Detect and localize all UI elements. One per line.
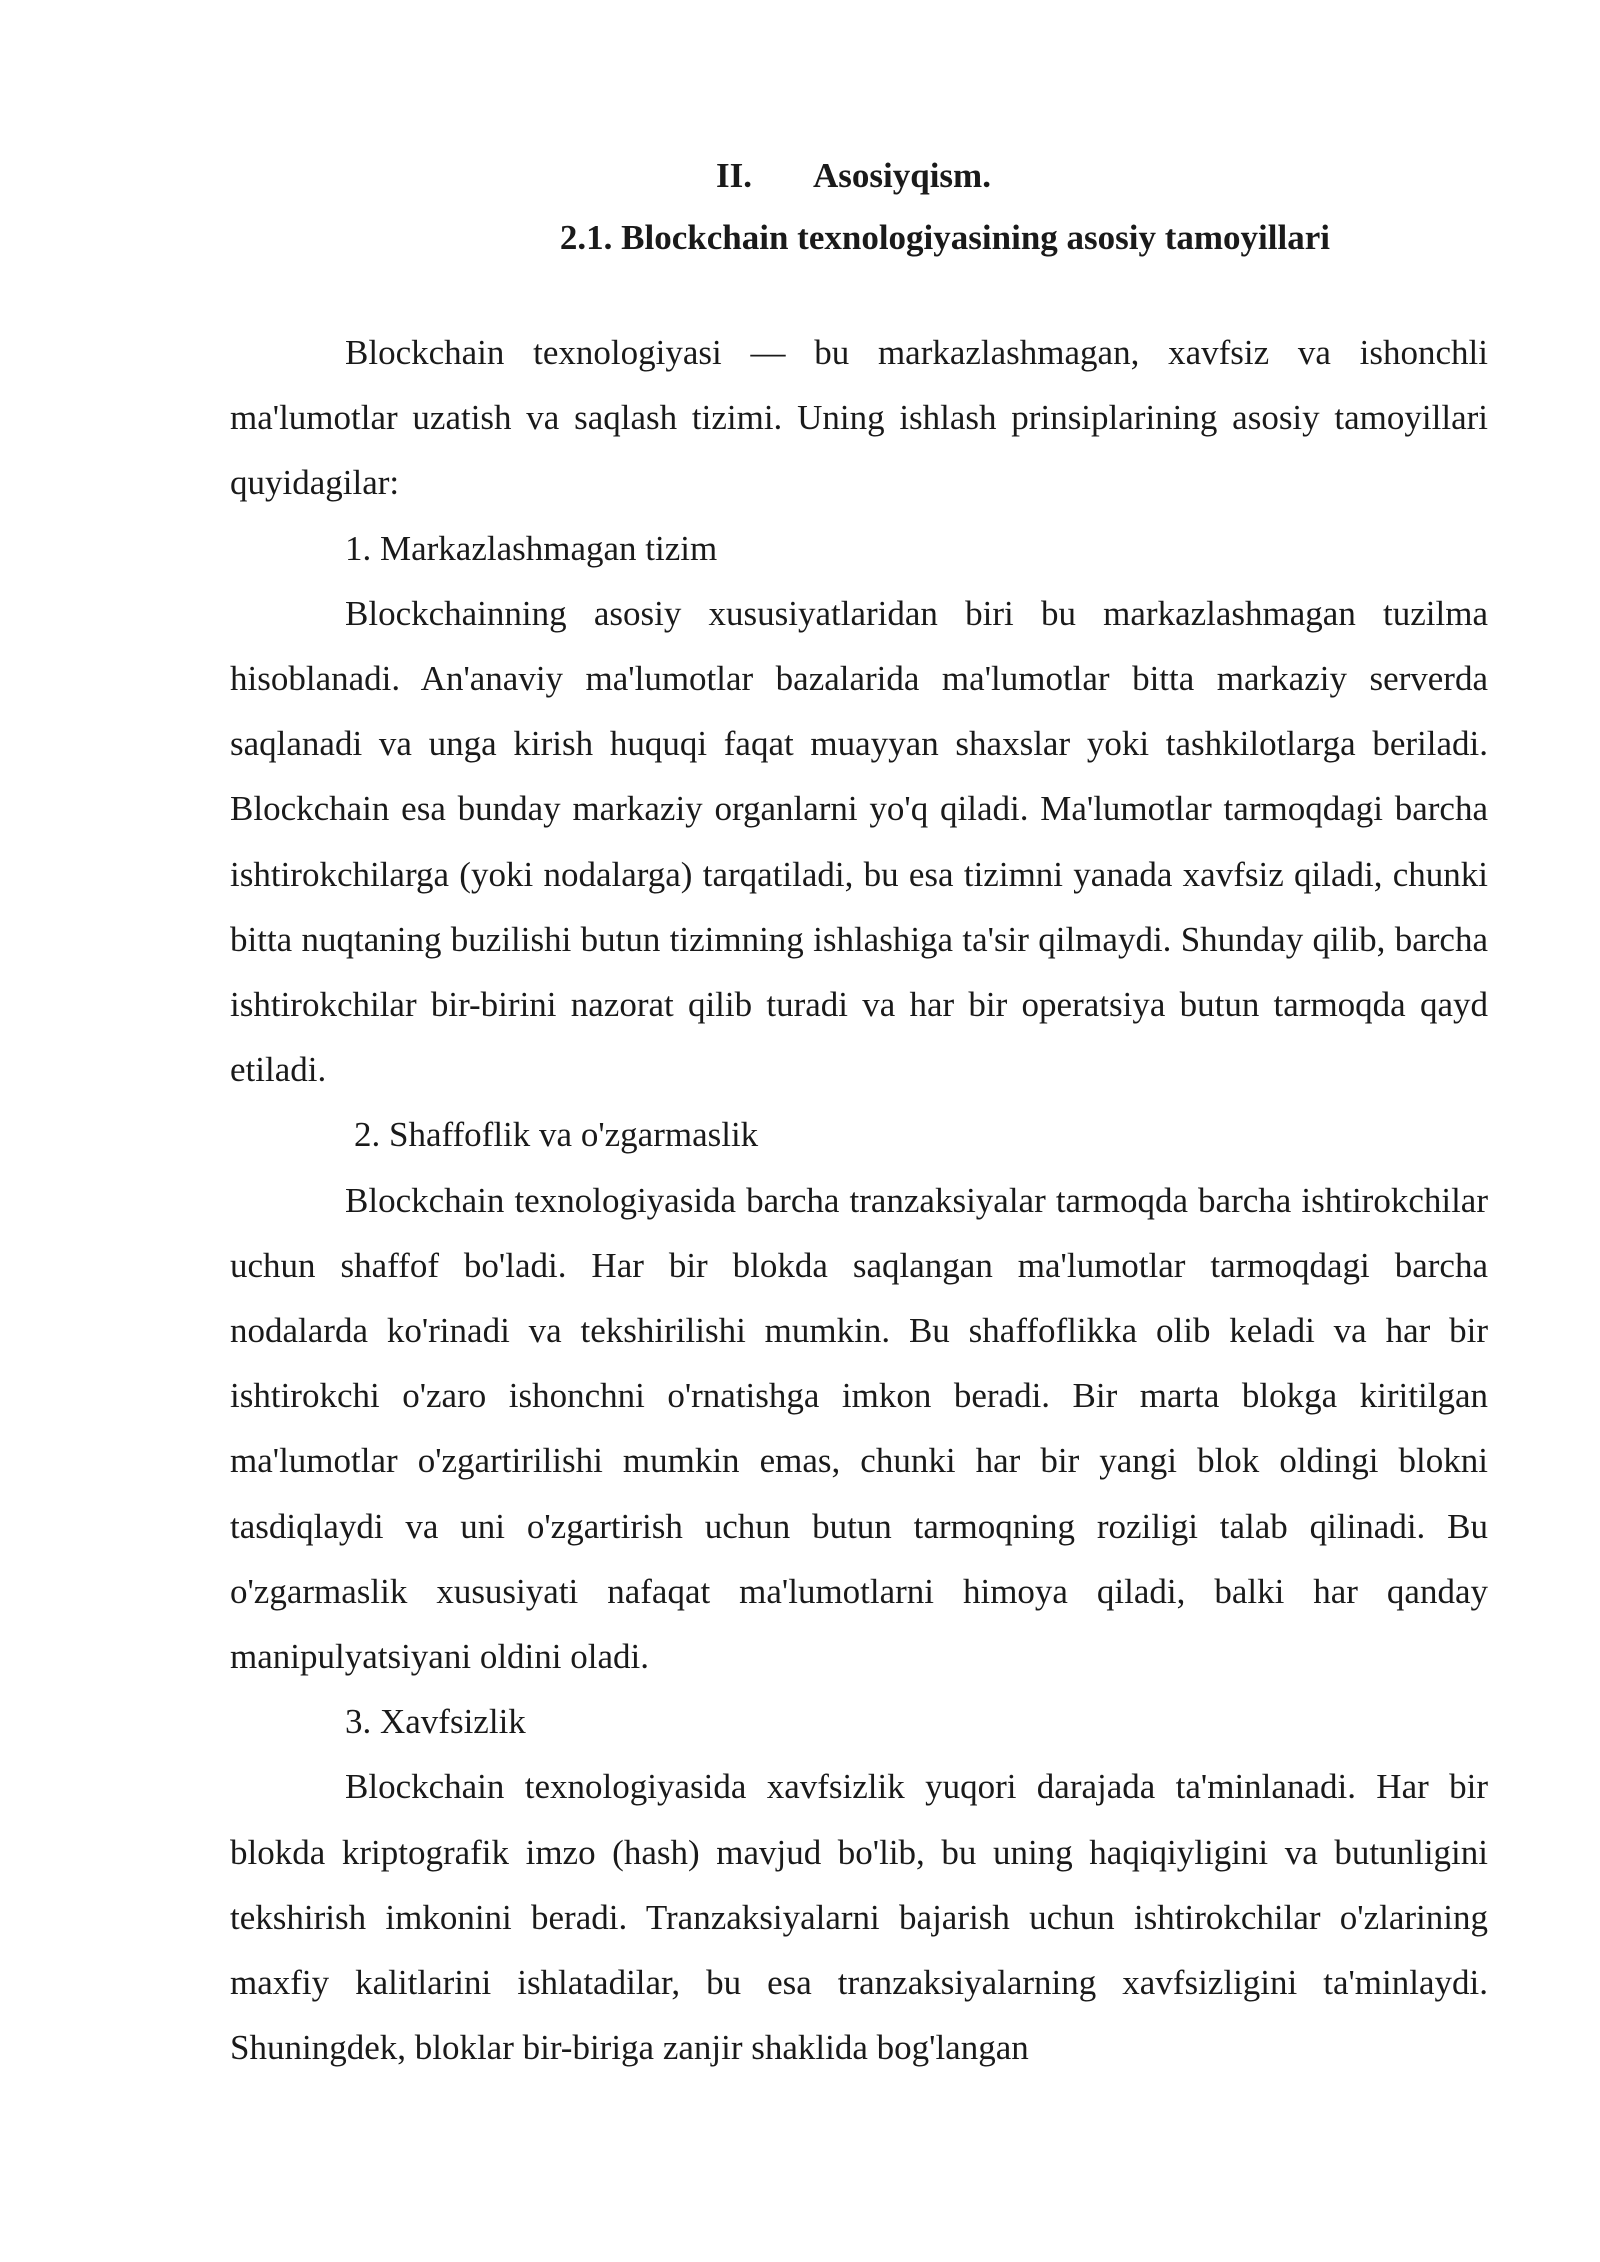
chapter-heading [230,150,1488,202]
section-body-3: Blockchain texnologiyasida xavfsizlik yuqori darajada ta'minlanadi. Har bir blokda kriptografik imzo (hash) mavjud bo'lib, bu uning haqiqiyligini va butunligini tekshirish imkonini beradi. Tranzaksiyalarni bajarish uchun ishtirokchilar o'zlarining maxfiy kalitlarini ishlatadilar, bu esa tranzaksiyalarning xavfsizligini ta'minlaydi. Shuningdek, bloklar bir-biriga zanjir shaklida bog'langan [230,1767,1488,2068]
section-heading: 2.1. Blockchain texnologiyasining asosiy tamoyillari [559,218,1330,257]
chapter-title: Asosiyqism. [813,156,991,195]
section-body-2: Blockchain texnologiyasida barcha tranzaksiyalar tarmoqda barcha ishtirokchilar uchun shaffof bo'ladi. Har bir blokda saqlangan ma'lumotlar tarmoqdagi barcha nodalarda ko'rinadi va tekshirilishi mumkin. Bu shaffoflikka olib keladi va har bir ishtirokchi o'zaro ishonchni o'rnatishga imkon beradi. Bir marta blokga kiritilgan ma'lumotlar o'zgartirilishi mumkin emas, chunki har bir yangi blok oldingi blokni tasdiqlaydi va uni o'zgartirish uchun butun tarmoqning roziligi talab qilinadi. Bu o'zgarmaslik xususiyati nafaqat ma'lumotlarni himoya qiladi, balki har qanday manipulyatsiyani oldini oladi. [230,1180,1488,1677]
spacer [230,264,1488,320]
intro-paragraph: Blockchain texnologiyasi — bu markazlashmagan, xavfsiz va ishonchli ma'lumotlar uzatish va saqlash tizimi. Uning ishlash prinsiplarining asosiy tamoyillari quyidagilar: [230,333,1488,503]
document-page [230,150,1488,2080]
section-body-1: Blockchainning asosiy xususiyatlaridan biri bu markazlashmagan tuzilma hisoblanadi. An'anaviy ma'lumotlar bazalarida ma'lumotlar bitta markaziy serverda saqlanadi va unga kirish huquqi faqat muayyan shaxslar yoki tashkilotlarga beriladi. Blockchain esa bunday markaziy organlarni yo'q qiladi. Ma'lumotlar tarmoqdagi barcha ishtirokchilarga (yoki nodalarga) tarqatiladi, bu esa tizimni yanada xavfsiz qiladi, chunki bitta nuqtaning buzilishi butun tizimning ishlashiga ta'sir qilmaydi. Shunday qilib, barcha ishtirokchilar bir-birini nazorat qilib turadi va har bir operatsiya butun tarmoqda qayd etiladi. [230,593,1488,1090]
section-title-2: 2. Shaffoflik va o'zgarmaslik [354,1115,759,1155]
chapter-number: II. [716,156,752,195]
section-title-3: 3. Xavfsizlik [345,1702,526,1742]
section-title-1: 1. Markazlashmagan tizim [345,528,718,568]
